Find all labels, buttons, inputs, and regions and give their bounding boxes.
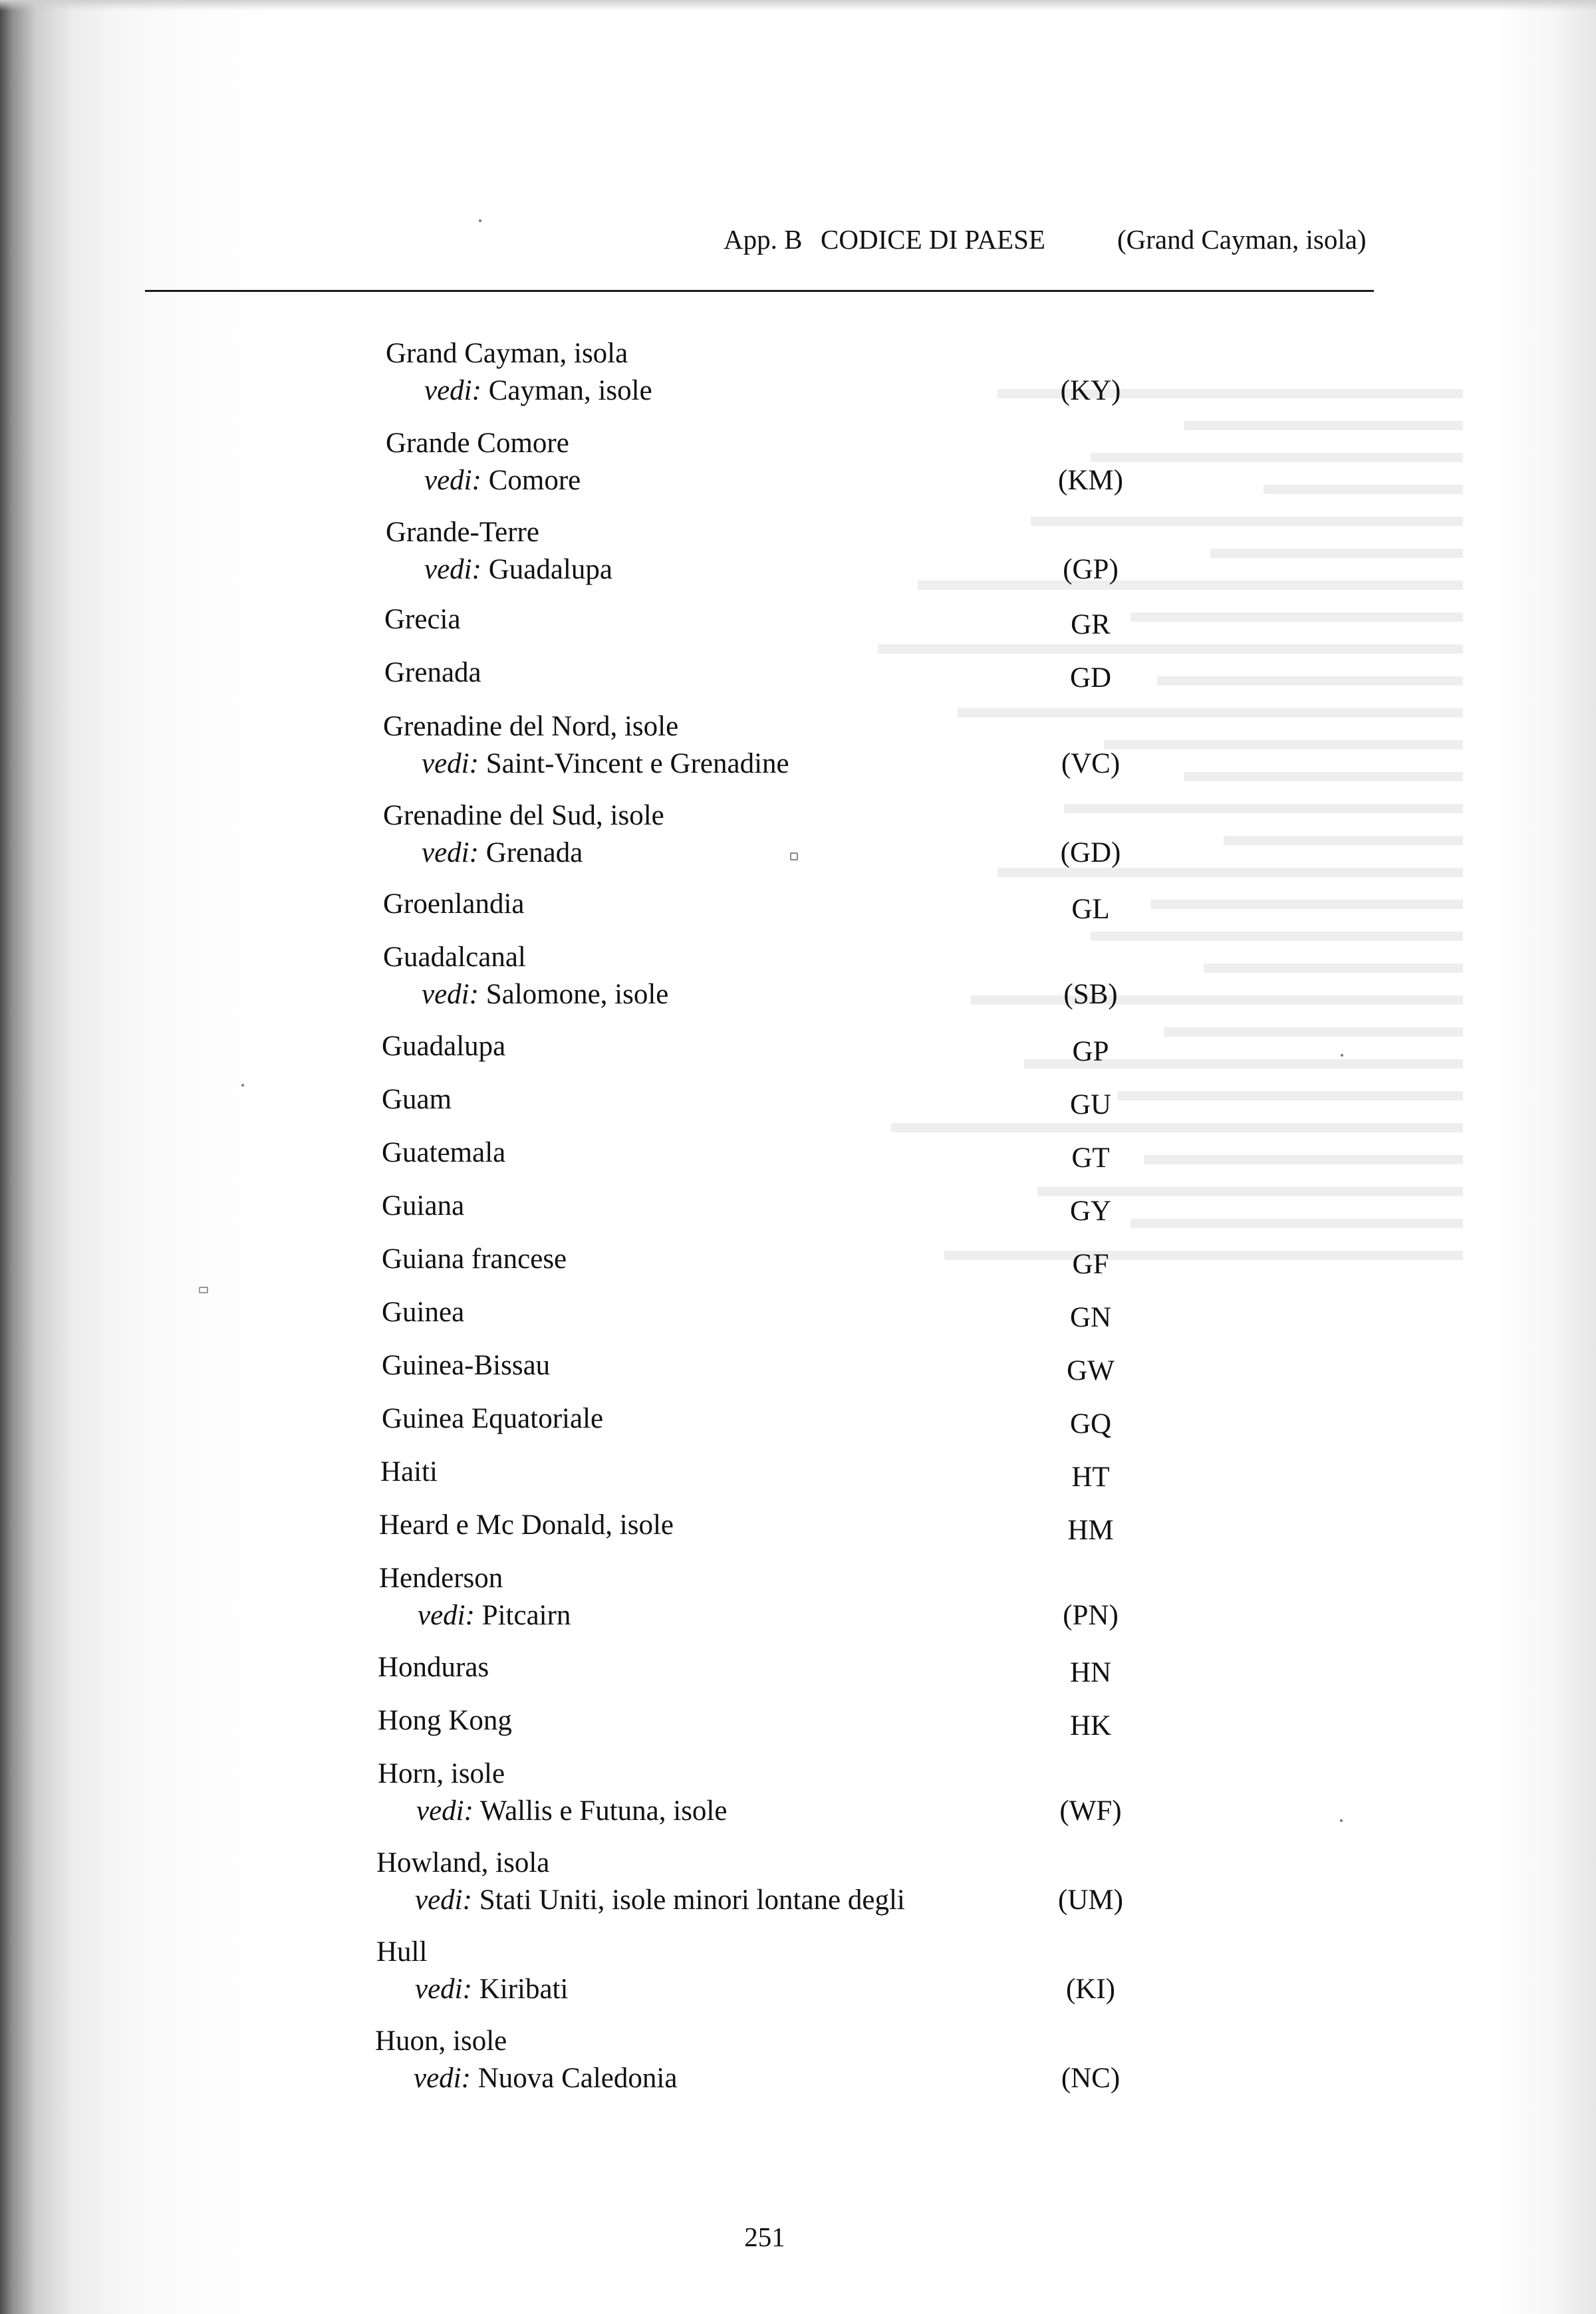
- country-name: Grenadine del Nord, isole: [383, 711, 679, 742]
- country-name: Guadalupa: [382, 1031, 506, 1062]
- vedi-label: vedi:: [416, 1795, 473, 1827]
- country-name: Grande Comore: [386, 428, 569, 459]
- see-reference: [424, 462, 581, 499]
- country-name: Grecia: [384, 604, 461, 635]
- country-name: Hong Kong: [378, 1705, 512, 1736]
- country-entry: [0, 2023, 1596, 2097]
- country-name: Henderson: [379, 1563, 503, 1594]
- country-code: (GD): [1060, 837, 1121, 868]
- header-section: App. B: [724, 224, 803, 255]
- vedi-label: vedi:: [414, 2063, 471, 2094]
- country-entry: [0, 654, 1596, 692]
- vedi-label: vedi:: [424, 554, 481, 585]
- country-name: Hull: [376, 1936, 428, 1968]
- country-code: GR: [1071, 609, 1111, 640]
- country-name: Guinea-Bissau: [382, 1350, 551, 1381]
- see-reference: [415, 1882, 905, 1919]
- country-entry: [0, 1702, 1596, 1739]
- country-code: (PN): [1063, 1600, 1119, 1631]
- see-reference: [424, 372, 652, 410]
- country-code: HN: [1069, 1657, 1112, 1688]
- country-name: Guinea: [382, 1297, 465, 1328]
- see-target: Pitcairn: [481, 1600, 571, 1631]
- country-code: HM: [1067, 1515, 1114, 1546]
- country-code: (VC): [1061, 748, 1121, 779]
- see-reference: [414, 2060, 677, 2097]
- country-name: Guadalcanal: [383, 942, 526, 973]
- country-entry: [0, 1507, 1596, 1544]
- see-reference: [422, 835, 583, 872]
- header-title: CODICE DI PAESE: [821, 224, 1045, 255]
- country-name: Groenlandia: [383, 888, 525, 920]
- country-entry: [0, 1028, 1596, 1065]
- see-target: Guadalupa: [488, 554, 612, 585]
- country-name: Heard e Mc Donald, isole: [379, 1509, 674, 1541]
- country-entry: [0, 708, 1596, 783]
- country-code: (SB): [1063, 979, 1118, 1010]
- see-target: Nuova Caledonia: [477, 2063, 678, 2094]
- country-name: Guiana francese: [382, 1243, 567, 1275]
- country-name: Honduras: [378, 1652, 489, 1683]
- see-target: Saint-Vincent e Grenadine: [485, 748, 789, 779]
- country-name: Grande-Terre: [386, 517, 539, 548]
- header-running-head: (Grand Cayman, isola): [1117, 224, 1367, 255]
- header-rule: [145, 290, 1374, 292]
- page-top-edge: [0, 0, 1596, 11]
- country-code: GL: [1071, 894, 1110, 925]
- country-code: GT: [1071, 1142, 1110, 1174]
- see-target: Wallis e Futuna, isole: [479, 1795, 728, 1827]
- see-target: Cayman, isole: [488, 375, 652, 406]
- country-name: Huon, isole: [375, 2025, 507, 2057]
- country-code: (KY): [1060, 375, 1121, 406]
- see-reference: [416, 1793, 727, 1830]
- country-entry: [0, 1454, 1596, 1491]
- country-name: Guiana: [382, 1190, 465, 1221]
- country-code: GW: [1067, 1355, 1115, 1386]
- country-code: (UM): [1058, 1884, 1123, 1916]
- country-code: GY: [1069, 1196, 1112, 1227]
- country-entry: [0, 1649, 1596, 1686]
- see-target: Comore: [488, 465, 581, 496]
- country-entry: [0, 1294, 1596, 1331]
- country-name: Guinea Equatoriale: [382, 1403, 604, 1434]
- country-entry: [0, 425, 1596, 499]
- scan-speck: [479, 219, 481, 222]
- country-code: GD: [1069, 662, 1112, 694]
- country-entry: [0, 514, 1596, 588]
- vedi-label: vedi:: [422, 748, 479, 779]
- country-name: Guam: [382, 1084, 452, 1115]
- country-name: Guatemala: [382, 1137, 506, 1168]
- country-entry: [0, 601, 1596, 638]
- vedi-label: vedi:: [418, 1600, 475, 1631]
- see-reference: [418, 1597, 571, 1634]
- country-name: Grand Cayman, isola: [386, 338, 628, 369]
- country-entry: [0, 886, 1596, 923]
- country-entry: [0, 1755, 1596, 1830]
- vedi-label: vedi:: [422, 837, 479, 868]
- running-header: [0, 223, 1596, 263]
- country-name: Horn, isole: [378, 1758, 505, 1789]
- see-reference: [422, 745, 789, 783]
- vedi-label: vedi:: [424, 465, 481, 496]
- page-number: 251: [744, 2222, 785, 2252]
- see-reference: [415, 1971, 568, 2008]
- country-code: GP: [1072, 1036, 1109, 1067]
- country-entry: [0, 1400, 1596, 1438]
- see-target: Salomone, isole: [485, 979, 669, 1010]
- country-code: GN: [1069, 1302, 1112, 1333]
- country-name: Grenada: [384, 657, 481, 688]
- vedi-label: vedi:: [422, 979, 479, 1010]
- country-name: Howland, isola: [376, 1847, 550, 1878]
- see-target: Grenada: [485, 837, 583, 868]
- country-code: (KM): [1058, 465, 1123, 496]
- country-entry: [0, 1934, 1596, 2008]
- see-target: Kiribati: [479, 1974, 569, 2005]
- country-code: GF: [1072, 1249, 1109, 1280]
- scan-speck: [790, 852, 798, 860]
- country-entry: [0, 939, 1596, 1013]
- country-entry: [0, 1845, 1596, 1919]
- country-code: GU: [1069, 1089, 1112, 1120]
- country-code: (NC): [1061, 2063, 1121, 2094]
- scan-speck: [199, 1287, 208, 1293]
- country-code: HK: [1069, 1710, 1112, 1741]
- country-code: (WF): [1059, 1795, 1122, 1827]
- country-code: (KI): [1065, 1974, 1115, 2005]
- see-reference: [422, 976, 668, 1013]
- vedi-label: vedi:: [415, 1974, 472, 2005]
- see-reference: [424, 551, 612, 588]
- country-entry: [0, 1241, 1596, 1278]
- country-entry: [0, 335, 1596, 410]
- country-entry: [0, 1134, 1596, 1172]
- country-entry: [0, 1560, 1596, 1634]
- country-entry: [0, 1081, 1596, 1118]
- country-name: Grenadine del Sud, isole: [383, 800, 664, 831]
- country-name: Haiti: [380, 1456, 438, 1487]
- country-entry: [0, 797, 1596, 872]
- country-entry: [0, 1347, 1596, 1384]
- scan-speck: [1341, 1054, 1343, 1057]
- see-target: Stati Uniti, isole minori lontane degli: [479, 1884, 905, 1916]
- country-code: (GP): [1063, 554, 1119, 585]
- vedi-label: vedi:: [424, 375, 481, 406]
- country-code: HT: [1071, 1462, 1110, 1493]
- scan-speck: [1340, 1819, 1343, 1822]
- vedi-label: vedi:: [415, 1884, 472, 1916]
- country-entry: [0, 1188, 1596, 1225]
- country-code: GQ: [1069, 1408, 1112, 1440]
- scan-speck: [241, 1084, 244, 1087]
